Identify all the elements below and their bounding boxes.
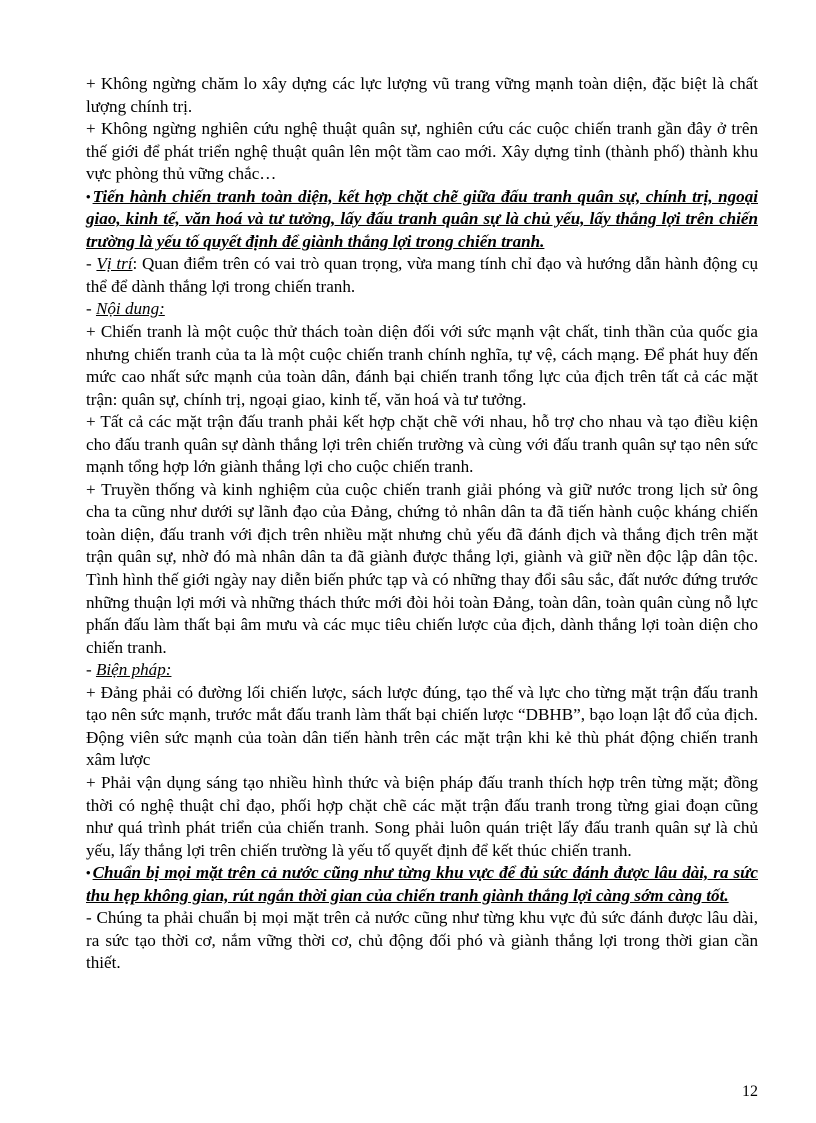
label-noi-dung: Nội dung:	[95, 299, 165, 319]
paragraph-7: + Phải vận dụng sáng tạo nhiều hình thức và biện pháp đấu tranh thích hợp trên từng mặt; đồng thời có nghệ thuật chỉ đạo, phối hợp chặt chẽ các mặt trận đấu tranh trong từng giai đoạn cũng như quá trình phát triển của chiến tranh. Song phải luôn quán triệt lấy đấu tranh quân sự là chủ yếu, lấy thắng lợi trên chiến trường là yếu tố quyết định để kết thúc chiến tranh.	[86, 772, 758, 860]
dash: -	[86, 254, 97, 274]
section-heading-1-text: Tiến hành chiến tranh toàn diện, kết hợp chặt chẽ giữa đấu tranh quân sự, chính trị, ngoại giao, kinh tế, văn hoá và tư tưởng, lấy đấu tranh quân sự là chủ yếu, lấy thắng lợi trên chiến trường là yếu tố quyết định để giành thắng lợi trong chiến tranh.	[86, 186, 758, 251]
paragraph-4: + Tất cả các mặt trận đấu tranh phải kết hợp chặt chẽ với nhau, hỗ trợ cho nhau và tạo điều kiện cho đấu tranh quân sự dành thắng lợi trên chiến trường và cùng với đấu tranh quân sự tạo nên sức mạnh tổng hợp lớn giành thắng lợi cho cuộc chiến tranh.	[86, 412, 758, 477]
section-heading-1	[86, 186, 758, 254]
label-vi-tri: Vị trí	[96, 254, 133, 274]
label-bien-phap: Biện pháp:	[95, 660, 172, 680]
section-heading-2-text: Chuẩn bị mọi mặt trên cả nước cũng như từng khu vực để đủ sức đánh được lâu dài, ra sức thu hẹp không gian, rút ngắn thời gian của chiến tranh giành thắng lợi càng sớm càng tốt.	[86, 863, 758, 905]
page-body	[86, 73, 758, 975]
paragraph-6: + Đảng phải có đường lối chiến lược, sách lược đúng, tạo thế và lực cho từng mặt trận đấu tranh tạo nên sức mạnh, trước mắt đấu tranh làm thất bại chiến lược “DBHB”, bạo loạn lật đổ của địch. Động viên sức mạnh của toàn dân tiến hành trên các mặt trận khi kẻ thù phát động chiến tranh xâm lược	[86, 682, 758, 770]
paragraph-2: + Không ngừng nghiên cứu nghệ thuật quân sự, nghiên cứu các cuộc chiến tranh gần đây ở trên thế giới để phát triển nghệ thuật quân lên một tầm cao mới. Xây dựng tỉnh (thành phố) thành khu vực phòng thủ vững chắc…	[86, 119, 758, 184]
bullet-icon: •	[86, 865, 91, 881]
content-label-line	[86, 298, 758, 321]
paragraph-5: + Truyền thống và kinh nghiệm của cuộc chiến tranh giải phóng và giữ nước trong lịch sử ông cha ta cũng như dưới sự lãnh đạo của Đảng, chứng tỏ nhân dân ta đã tiến hành cuộc kháng chiến toàn diện, đấu tranh với địch trên nhiều mặt nhưng chủ yếu đã đánh địch và thắng địch trên mặt trận quân sự, nhờ đó mà nhân dân ta đã giành được thắng lợi, giành và giữ nền độc lập dân tộc. Tình hình thế giới ngày nay diễn biến phức tạp và có những thay đổi sâu sắc, đất nước đứng trước những thuận lợi mới và những thách thức mới đòi hỏi toàn Đảng, toàn dân, toàn quân cùng nỗ lực phấn đấu làm thất bại âm mưu và các mục tiêu chiến lược của địch, dành thắng lợi toàn diện cho chiến tranh.	[86, 479, 758, 657]
paragraph-8: - Chúng ta phải chuẩn bị mọi mặt trên cả nước cũng như từng khu vực đủ sức đánh được lâu dài, ra sức tạo thời cơ, nắm vững thời cơ, chủ động đối phó và giành thắng lợi trong thời gian cần thiết.	[86, 908, 758, 973]
position-paragraph	[86, 253, 758, 298]
measures-label-line	[86, 659, 758, 682]
dash: -	[86, 660, 96, 680]
bullet-icon: •	[86, 188, 91, 204]
dash: -	[86, 299, 96, 319]
position-text: : Quan điểm trên có vai trò quan trọng, vừa mang tính chỉ đạo và hướng dẫn hành động cụ thể để dành thắng lợi trong chiến tranh.	[86, 254, 759, 296]
page-number: 12	[742, 1083, 758, 1100]
paragraph-3: + Chiến tranh là một cuộc thử thách toàn diện đối với sức mạnh vật chất, tinh thần của quốc gia nhưng chiến tranh của ta là một cuộc chiến tranh chính nghĩa, tự vệ, cách mạng. Để phát huy đến mức cao nhất sức mạnh của toàn dân, đánh bại chiến tranh tổng lực của địch trên tất cả các mặt trận: quân sự, chính trị, ngoại giao, kinh tế, văn hoá và tư tưởng.	[86, 322, 758, 409]
paragraph-1: + Không ngừng chăm lo xây dựng các lực lượng vũ trang vững mạnh toàn diện, đặc biệt là chất lượng chính trị.	[86, 74, 758, 116]
section-heading-2	[86, 862, 758, 907]
